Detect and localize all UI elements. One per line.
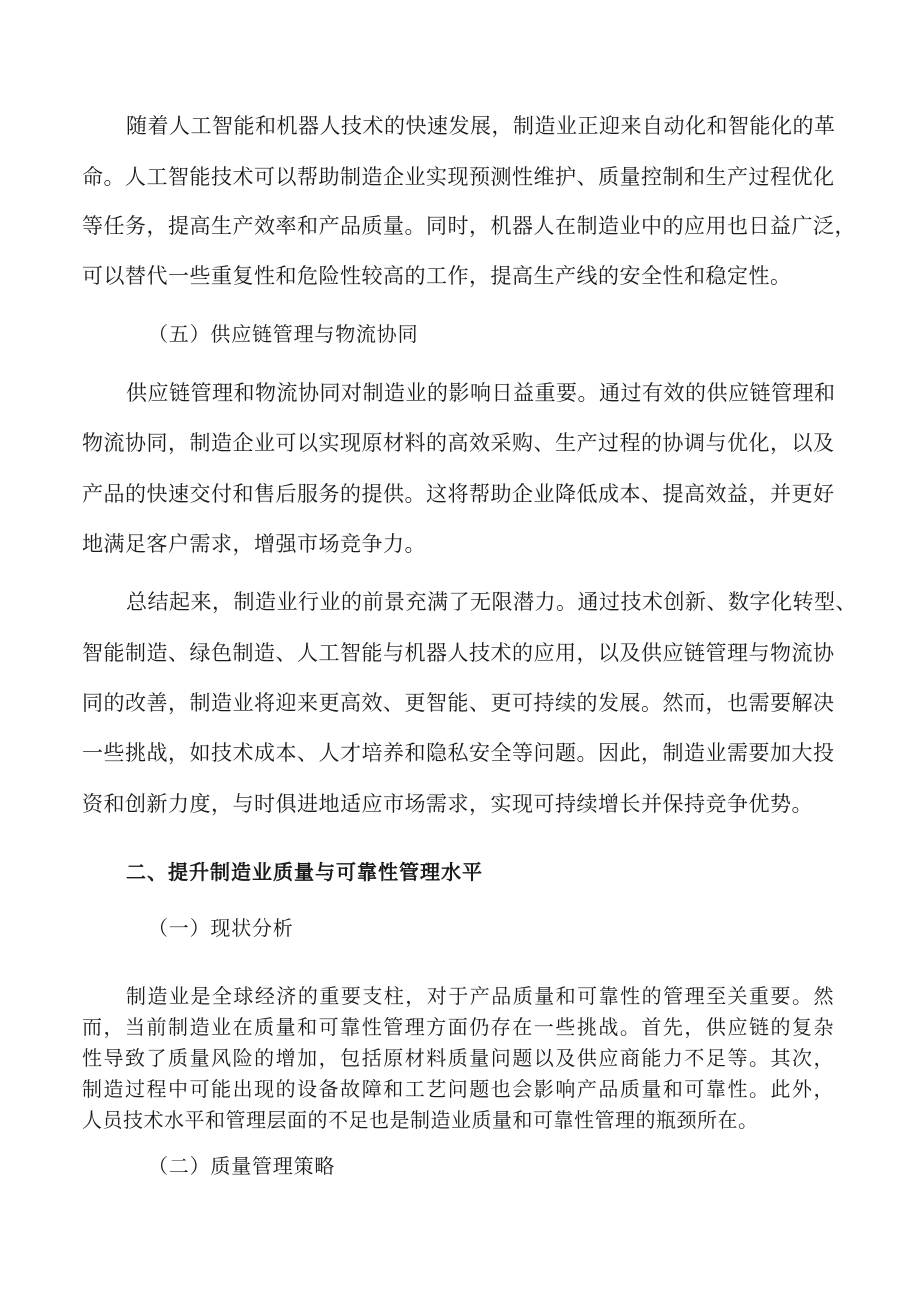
subheading-supply-chain: （五）供应链管理与物流协同 [148,322,419,346]
paragraph-line: 制造过程中可能出现的设备故障和工艺问题也会影响产品质量和可靠性。此外， [82,1077,834,1101]
paragraph-line: 产品的快速交付和售后服务的提供。这将帮助企业降低成本、提高效益，并更好 [82,482,835,506]
paragraph-line: 随着人工智能和机器人技术的快速发展，制造业正迎来自动化和智能化的革 [126,114,836,138]
paragraph-line: 供应链管理和物流协同对制造业的影响日益重要。通过有效的供应链管理和 [126,381,836,405]
paragraph-line: 制造业是全球经济的重要支柱，对于产品质量和可靠性的管理至关重要。然 [126,984,834,1008]
paragraph-line: 总结起来，制造业行业的前景充满了无限潜力。通过技术创新、数字化转型、 [126,590,857,614]
paragraph-line: 可以替代一些重复性和危险性较高的工作，提高生产线的安全性和稳定性。 [82,264,792,288]
subheading-quality-strategy: （二）质量管理策略 [148,1154,336,1178]
paragraph-line: 等任务，提高生产效率和产品质量。同时，机器人在制造业中的应用也日益广泛， [82,214,856,238]
paragraph-line: 一些挑战，如技术成本、人才培养和隐私安全等问题。因此，制造业需要加大投 [82,741,835,765]
subheading-status-analysis: （一）现状分析 [148,916,294,940]
paragraph-line: 命。人工智能技术可以帮助制造企业实现预测性维护、质量控制和生产过程优化 [82,165,835,189]
paragraph-line: 性导致了质量风险的增加，包括原材料质量问题以及供应商能力不足等。其次， [82,1046,834,1070]
paragraph-line: 物流协同，制造企业可以实现原材料的高效采购、生产过程的协调与优化，以及 [82,431,835,455]
section-title: 二、提升制造业质量与可靠性管理水平 [126,860,483,884]
paragraph-line: 资和创新力度，与时俱进地适应市场需求，实现可持续增长并保持竞争优势。 [82,792,813,816]
paragraph-line: 地满足客户需求，增强市场竞争力。 [82,532,426,556]
paragraph-line: 同的改善，制造业将迎来更高效、更智能、更可持续的发展。然而，也需要解决 [82,691,835,715]
paragraph-line: 人员技术水平和管理层面的不足也是制造业质量和可靠性管理的瓶颈所在。 [82,1108,759,1132]
paragraph-line: 而，当前制造业在质量和可靠性管理方面仍存在一些挑战。首先，供应链的复杂 [82,1015,834,1039]
paragraph-line: 智能制造、绿色制造、人工智能与机器人技术的应用，以及供应链管理与物流协 [82,641,835,665]
